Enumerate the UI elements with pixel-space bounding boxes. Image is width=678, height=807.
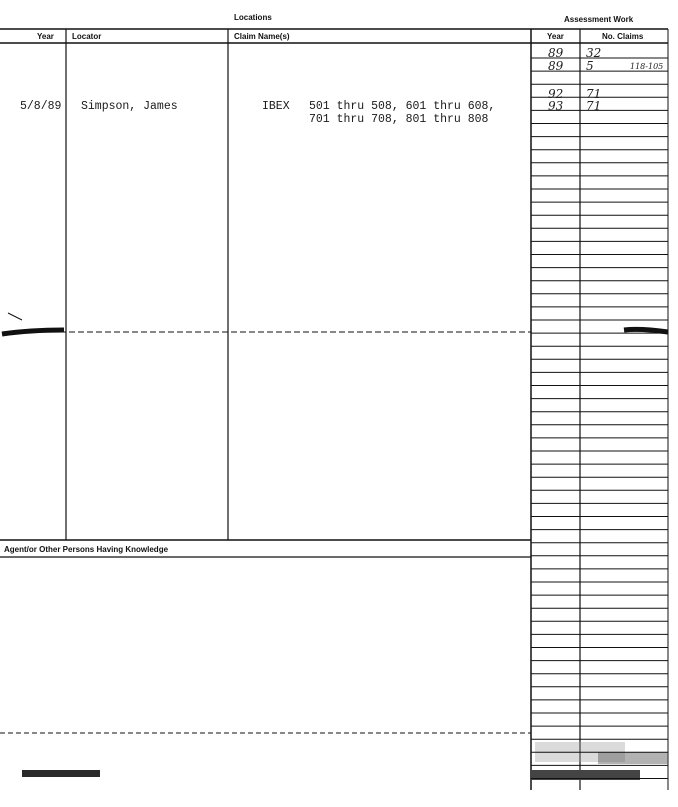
- aw-entry-claims: 71: [586, 87, 602, 101]
- locations-header: Locations: [234, 13, 272, 22]
- aw-entry-claims: 71: [586, 99, 602, 113]
- record-claims-line1: 501 thru 508, 601 thru 608,: [309, 100, 496, 113]
- record-locator: Simpson, James: [81, 100, 178, 113]
- locator-column-header: Locator: [72, 32, 102, 41]
- aw-year-column-header: Year: [547, 32, 564, 41]
- aw-entry-year: 89: [548, 46, 564, 60]
- aw-entry-claims: 5: [586, 59, 594, 73]
- aw-entry-year: 89: [548, 59, 564, 73]
- aw-entry-claims: 32: [586, 46, 602, 60]
- assessment-work-header: Assessment Work: [564, 15, 634, 24]
- aw-entry-year: 93: [548, 99, 564, 113]
- record-claim-name: IBEX: [262, 100, 290, 113]
- record-claims-line2: 701 thru 708, 801 thru 808: [309, 113, 489, 126]
- year-column-header: Year: [37, 32, 54, 41]
- claim-names-column-header: Claim Name(s): [234, 32, 290, 41]
- record-date: 5/8/89: [20, 100, 62, 113]
- aw-entry-note: 118-105: [630, 62, 664, 71]
- no-claims-column-header: No. Claims: [602, 32, 644, 41]
- aw-entry-year: 92: [548, 87, 564, 101]
- agent-section-header: Agent/or Other Persons Having Knowledge: [4, 545, 169, 554]
